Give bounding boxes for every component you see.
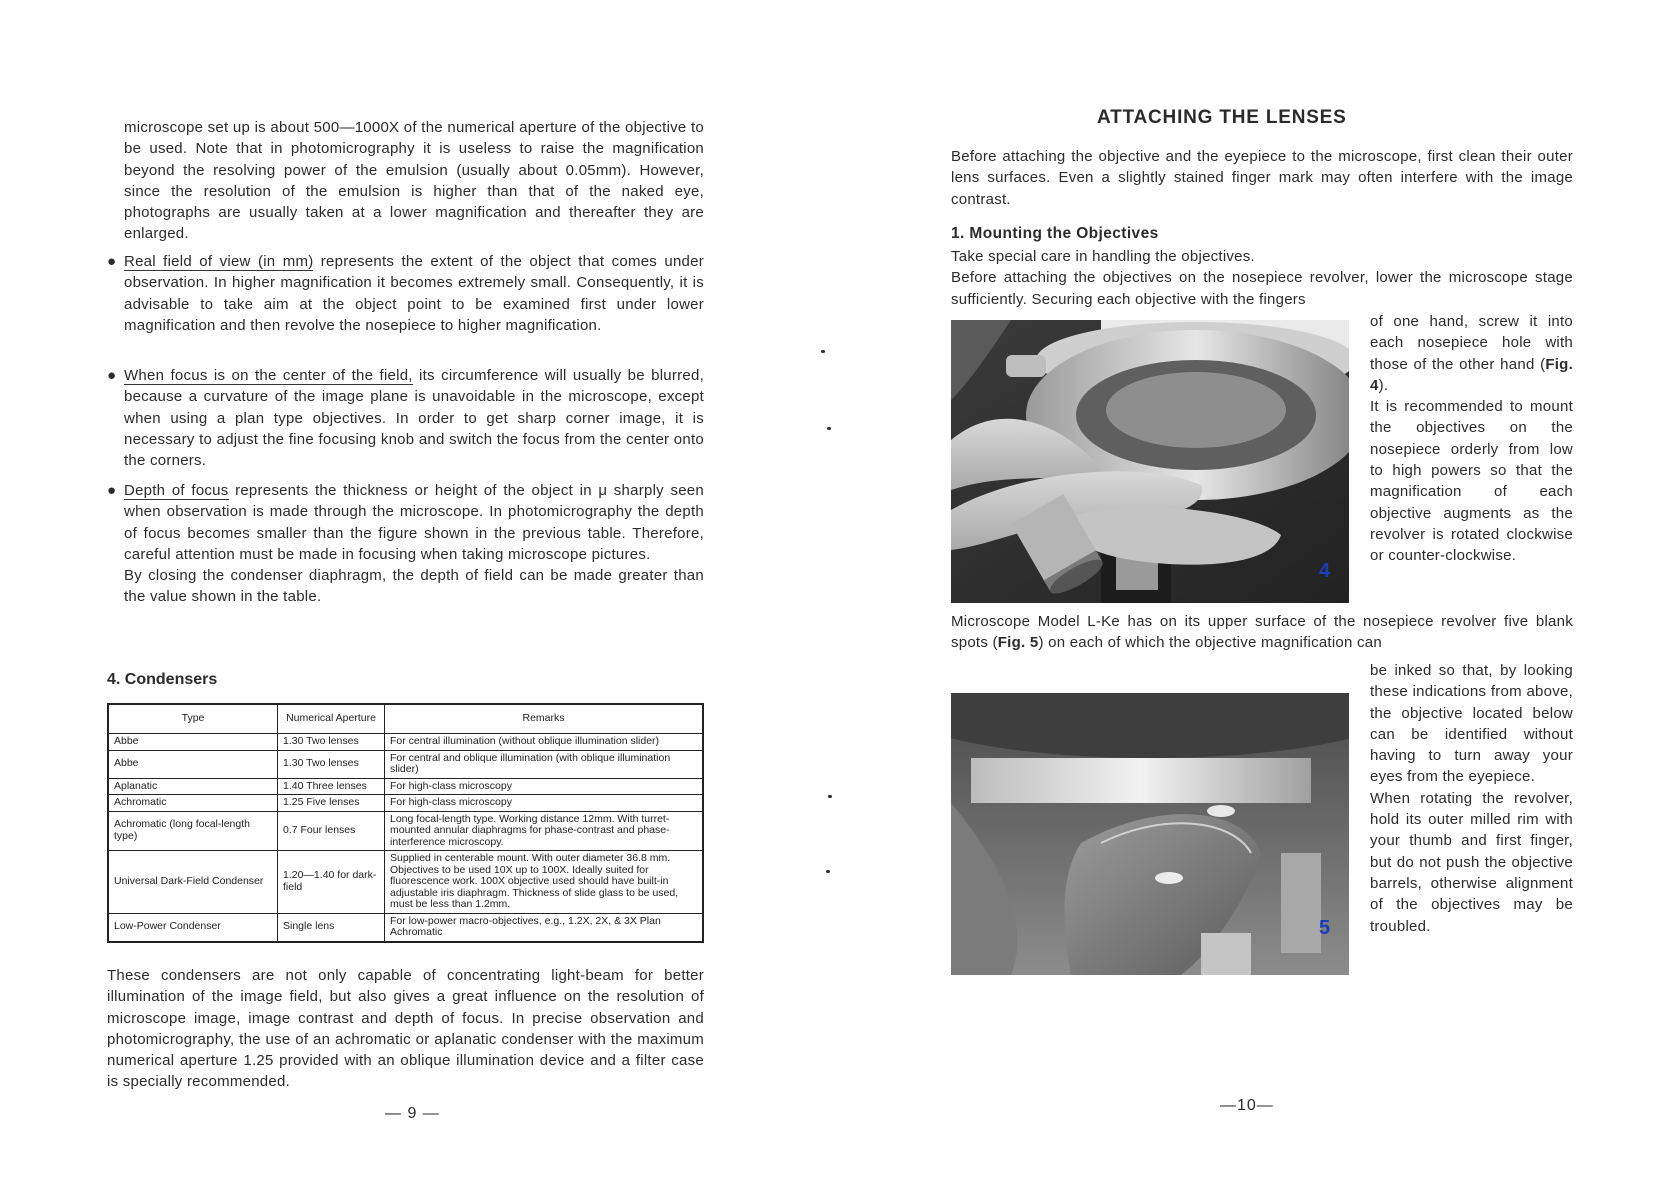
table-header-type: Type (108, 704, 278, 734)
page-number-right: —10— (1220, 1097, 1274, 1114)
table-header-aperture: Numerical Aperture (278, 704, 385, 734)
term-depth-of-focus: Depth of focus (124, 482, 229, 499)
table-cell: For high-class microscopy (385, 778, 704, 795)
table-cell: For central and oblique illumination (with oblique illumination slider) (385, 750, 704, 778)
side-text: ). (1378, 376, 1389, 394)
table-cell: Abbe (108, 750, 278, 778)
bullet-dot: ● (107, 482, 117, 499)
mounting-line-2: Before attaching the objectives on the nosepiece revolver, lower the microscope stage sufficiently. Securing each objective with the fingers (951, 269, 1573, 308)
table-row (108, 734, 703, 751)
table-cell: 1.30 Two lenses (278, 734, 385, 751)
table-row (108, 750, 703, 778)
bullet-focus-center (107, 365, 704, 471)
table-cell: Low-Power Condenser (108, 913, 278, 942)
table-row (108, 811, 703, 851)
page-number-left: — 9 — (385, 1105, 440, 1122)
bullet-text: represents the thickness or height of the object in μ sharply seen when observation is made through the microscope. In photomicrography the depth of focus becomes smaller than the figure shown in the previous table. Therefore, careful attention must be made in focusing when taking microscope pictures. (124, 482, 704, 563)
bullet-dot: ● (107, 253, 117, 270)
figure-4-photo (951, 320, 1349, 603)
mounting-line-1: Take special care in handling the objectives. (951, 248, 1255, 265)
intro-paragraph: microscope set up is about 500—1000X of the numerical aperture of the objective to be used. Note that in photomicrography it is useless to raise the magnification beyond the resolving power of the emulsion (usually about 0.05mm). However, since the resolution of the emulsion is higher than that of the naked eye, photographs are usually taken at a lower magnification and thereafter they are enlarged. (124, 119, 704, 243)
side-text-mounting (1370, 311, 1573, 567)
table-cell: For central illumination (without oblique illumination slider) (385, 734, 704, 751)
page-title: ATTACHING THE LENSES (1097, 107, 1347, 128)
table-cell: 0.7 Four lenses (278, 811, 385, 851)
table-cell: 1.40 Three lenses (278, 778, 385, 795)
term-real-field: Real field of view (in mm) (124, 253, 314, 270)
condensers-table (107, 703, 704, 943)
table-cell: Universal Dark-Field Condenser (108, 851, 278, 914)
figure-5-number: 5 (1319, 917, 1331, 939)
figure-5-reference: Fig. 5 (997, 634, 1039, 652)
table-cell: Supplied in centerable mount. With outer diameter 36.8 mm. Objectives to be used 10X up to 100X. Ideally suited for fluorescence work. 100X objective used should have built-in adjustable iris diaphragm. Thickness of slide glass to be used, must be less than 1.2mm. (385, 851, 704, 914)
table-cell: For low-power macro-objectives, e.g., 1.2X, 2X, & 3X Plan Achromatic (385, 913, 704, 942)
table-cell: 1.25 Five lenses (278, 795, 385, 812)
figure-4-number: 4 (1319, 560, 1331, 582)
table-row (108, 913, 703, 942)
table-cell: Long focal-length type. Working distance 12mm. With turret-mounted annular diaphragms for phase-contrast and phase-interference microscopy. (385, 811, 704, 851)
side-text: of one hand, screw it into each nosepiece hole with those of the other hand ( (1370, 313, 1573, 373)
bullet-dot: ● (107, 367, 117, 384)
right-page (827, 0, 1655, 1190)
mounting-paragraph (951, 246, 1573, 310)
side-text-order: It is recommended to mount the objectives on the nosepiece orderly from low to high powers so that the magnification of each objective augments as the revolver is rotated clockwise or counter-clockwise. (1370, 398, 1573, 565)
fingers-screwing-objective-illustration (951, 320, 1349, 603)
condensers-paragraph: These condensers are not only capable of concentrating light-beam for better illumination of the image field, but also gives a great influence on the resolution of microscope image, image contrast and depth of focus. In precise observation and photomicrography, the use of an achromatic or aplanatic condenser with the maximum numerical aperture 1.25 provided with an oblique illumination device and a filter case is specially recommended. (107, 967, 704, 1091)
table-row (108, 778, 703, 795)
left-page (0, 0, 827, 1190)
side-text-rotating: When rotating the revolver, hold its outer milled rim with your thumb and first finger, but do not push the objective barrels, otherwise alignment of the objectives may be troubled. (1370, 789, 1573, 935)
table-cell: 1.30 Two lenses (278, 750, 385, 778)
table-cell: Achromatic (108, 795, 278, 812)
bullet-depth-of-focus (107, 480, 704, 608)
table-row (108, 851, 703, 914)
table-header-row (108, 704, 703, 734)
bullet-real-field (107, 251, 704, 336)
figure-4-reference: Fig. 4 (1370, 355, 1573, 394)
nosepiece-revolver-illustration (951, 693, 1349, 975)
table-cell: Achromatic (long focal-length type) (108, 811, 278, 851)
table-cell: Abbe (108, 734, 278, 751)
table-cell: Single lens (278, 913, 385, 942)
bullet-text: represents the extent of the object that comes under observation. In higher magnification it becomes extremely small. Consequently, it is advisable to take aim at the object point to be examined first under lower magnification and then revolve the nosepiece to higher magnification. (124, 253, 704, 334)
heading-mounting-objectives: 1. Mounting the Objectives (951, 225, 1159, 242)
bullet-text: its circumference will usually be blurred, because a curvature of the image plane is unavoidable in the microscope, except when using a plan type objectives. In order to get sharp corner image, it is necessary to adjust the fine focusing knob and switch the focus from the center onto the corners. (124, 367, 704, 470)
table-cell: 1.20—1.40 for dark-field (278, 851, 385, 914)
side-text-inking (1370, 660, 1573, 937)
term-focus-center: When focus is on the center of the field, (124, 367, 413, 384)
table-cell: Aplanatic (108, 778, 278, 795)
paragraph-text: Microscope Model L-Ke has on its upper surface of the nosepiece revolver five blank spots ( (951, 613, 1573, 652)
intro-paragraph: Before attaching the objective and the eyepiece to the microscope, first clean their outer lens surfaces. Even a slightly stained finger mark may often interfere with the image contrast. (951, 148, 1573, 208)
side-text-inked: be inked so that, by looking these indications from above, the objective located below can be identified without having to turn away your eyes from the eyepiece. (1370, 662, 1573, 786)
table-header-remarks: Remarks (385, 704, 704, 734)
section-heading-condensers: 4. Condensers (107, 671, 218, 688)
bullet-text-continued: By closing the condenser diaphragm, the depth of field can be made greater than the value shown in the table. (124, 567, 704, 606)
paragraph-text: ) on each of which the objective magnification can (1038, 634, 1382, 652)
table-cell: For high-class microscopy (385, 795, 704, 812)
model-lke-paragraph (951, 611, 1573, 654)
figure-5-photo (951, 693, 1349, 975)
table-row (108, 795, 703, 812)
